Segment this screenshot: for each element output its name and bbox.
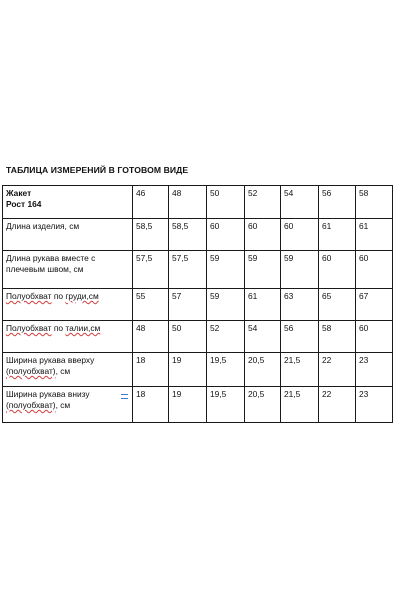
measurement-value-cell: 23 — [356, 353, 393, 387]
measurement-value-cell: 19,5 — [207, 387, 245, 423]
product-cell — [3, 186, 133, 219]
measurement-label-cell — [3, 321, 133, 353]
measurement-value-cell: 60 — [356, 321, 393, 353]
measurement-value-cell: 18 — [133, 353, 169, 387]
measurement-table — [2, 185, 393, 423]
measurement-label-cell — [3, 387, 133, 423]
measurement-value-cell: 19 — [169, 387, 207, 423]
measurement-label-part: (полуобхват) — [6, 366, 56, 376]
measurement-value-cell: 52 — [207, 321, 245, 353]
measurement-value-cell: 61 — [245, 289, 281, 321]
measurement-value-cell: 60 — [245, 219, 281, 251]
measurement-value-cell: 18 — [133, 387, 169, 423]
measurement-value-cell: 65 — [319, 289, 356, 321]
measurement-label-part: Полуобхват — [6, 323, 52, 333]
measurement-label-part: , см — [55, 400, 71, 410]
measurement-value-cell: 60 — [319, 251, 356, 289]
measurement-value-cell: 60 — [356, 251, 393, 289]
measurement-label-part: по — [51, 291, 66, 301]
measurement-value-cell: 21,5 — [281, 387, 319, 423]
measurement-value-cell: 22 — [319, 387, 356, 423]
product-height: Рост 164 — [6, 199, 42, 209]
measurement-value-cell: 57 — [169, 289, 207, 321]
measurement-value-cell: 61 — [319, 219, 356, 251]
size-cell: 58 — [356, 186, 393, 219]
size-cell: 46 — [133, 186, 169, 219]
measurement-value-cell: 60 — [207, 219, 245, 251]
header-row — [3, 186, 393, 219]
measurement-label-part: Ширина рукава внизу — [6, 389, 90, 399]
table-title: ТАБЛИЦА ИЗМЕРЕНИЙ В ГОТОВОМ ВИДЕ — [6, 165, 189, 175]
measurement-label-part: , см — [55, 366, 71, 376]
size-cell: 54 — [281, 186, 319, 219]
measurement-value-cell: 56 — [281, 321, 319, 353]
measurement-label-cell — [3, 353, 133, 387]
measurement-label-part: Длина изделия, см — [6, 221, 80, 231]
measurement-value-cell: 20,5 — [245, 387, 281, 423]
measurement-value-cell: 57,5 — [169, 251, 207, 289]
size-cell: 56 — [319, 186, 356, 219]
measurement-label-part: по — [51, 323, 66, 333]
measurement-label-part: талии,см — [65, 323, 101, 333]
table-body — [3, 186, 393, 423]
measurement-value-cell: 61 — [356, 219, 393, 251]
measurement-label-part: Ширина рукава вверху — [6, 355, 95, 365]
size-cell: 52 — [245, 186, 281, 219]
table-row — [3, 219, 393, 251]
measurement-value-cell: 54 — [245, 321, 281, 353]
measurement-value-cell: 48 — [133, 321, 169, 353]
product-name: Жакет — [6, 188, 32, 198]
measurement-value-cell: 20,5 — [245, 353, 281, 387]
measurement-value-cell: 50 — [169, 321, 207, 353]
size-cell: 48 — [169, 186, 207, 219]
measurement-value-cell: 59 — [245, 251, 281, 289]
measurement-label-cell — [3, 289, 133, 321]
measurement-value-cell: 19 — [169, 353, 207, 387]
size-cell: 50 — [207, 186, 245, 219]
measurement-label-part: (полуобхват) — [6, 400, 56, 410]
table-row — [3, 353, 393, 387]
measurement-value-cell: 58,5 — [133, 219, 169, 251]
measurement-value-cell: 60 — [281, 219, 319, 251]
table-row — [3, 289, 393, 321]
table-row — [3, 251, 393, 289]
measurement-value-cell: 59 — [207, 289, 245, 321]
table-row — [3, 321, 393, 353]
measurement-value-cell: 55 — [133, 289, 169, 321]
measurement-value-cell: 59 — [281, 251, 319, 289]
measurement-value-cell: 22 — [319, 353, 356, 387]
measurement-label-cell — [3, 219, 133, 251]
measurement-value-cell: 19,5 — [207, 353, 245, 387]
measurement-value-cell: 57,5 — [133, 251, 169, 289]
measurement-value-cell: 59 — [207, 251, 245, 289]
measurement-value-cell: 23 — [356, 387, 393, 423]
measurement-value-cell: 58,5 — [169, 219, 207, 251]
measurement-label-part: Полуобхват — [6, 291, 52, 301]
measurement-value-cell: 21,5 — [281, 353, 319, 387]
measurement-value-cell: 63 — [281, 289, 319, 321]
table-row — [3, 387, 393, 423]
measurement-value-cell: 67 — [356, 289, 393, 321]
equals-mark-icon — [121, 394, 128, 399]
measurement-label-cell — [3, 251, 133, 289]
measurement-value-cell: 58 — [319, 321, 356, 353]
measurement-label-part: груди,см — [65, 291, 99, 301]
measurement-label-part: Длина рукава вместе с плечевым швом, см — [6, 253, 96, 274]
